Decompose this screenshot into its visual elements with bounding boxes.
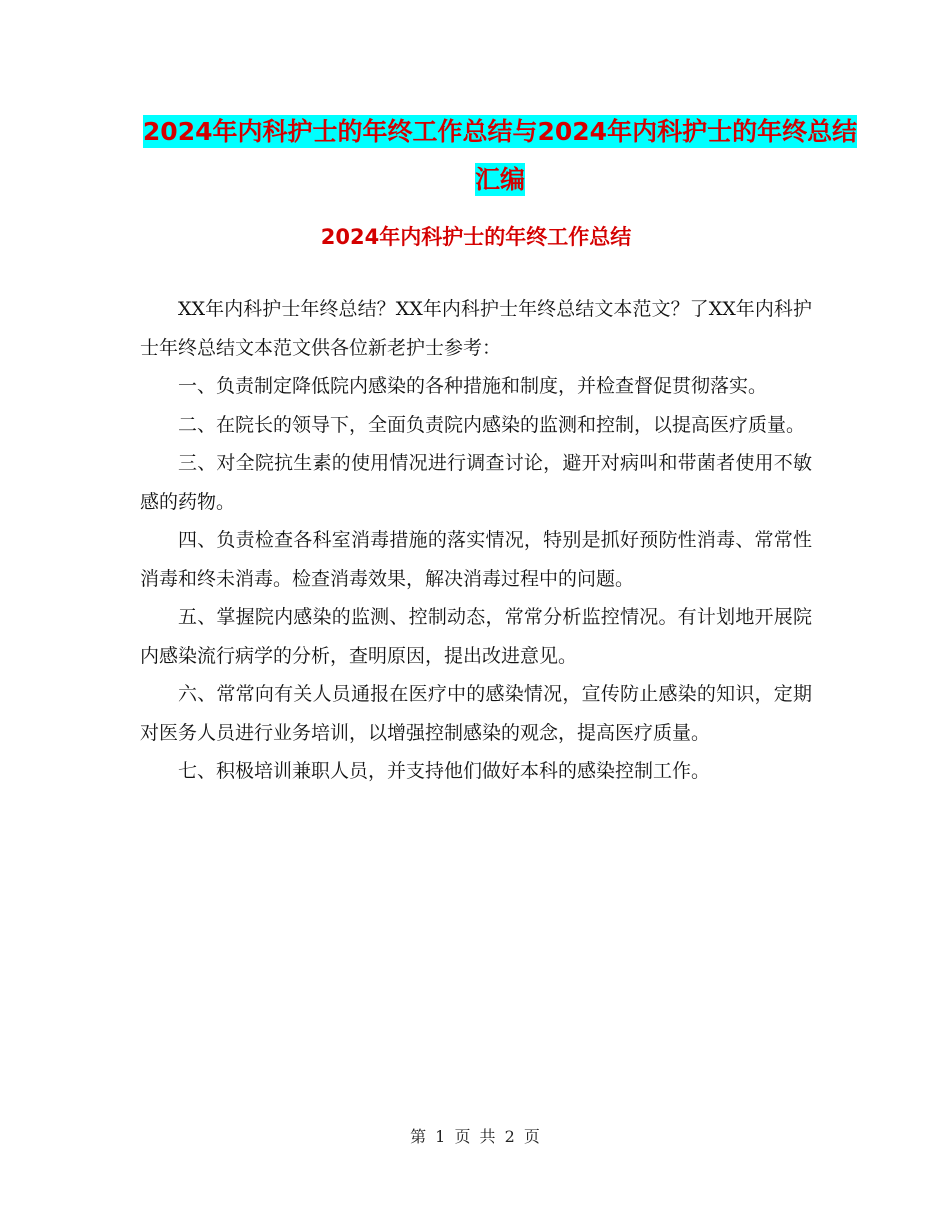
paragraph-item-3: 三、对全院抗生素的使用情况进行调查讨论，避开对病叫和带菌者使用不敏感的药物。: [140, 452, 812, 513]
paragraph-item-4: 四、负责检查各科室消毒措施的落实情况，特别是抓好预防性消毒、常常性消毒和终未消毒。检查消毒效果，解决消毒过程中的问题。: [140, 529, 812, 590]
section-title: 2024年内科护士的年终工作总结: [320, 225, 632, 249]
paragraph-item-6: 六、常常向有关人员通报在医疗中的感染情况，宣传防止感染的知识，定期对医务人员进行业务培训，以增强控制感染的观念，提高医疗质量。: [140, 683, 812, 744]
paragraph-item-7: 七、积极培训兼职人员，并支持他们做好本科的感染控制工作。: [178, 760, 711, 782]
body-text: [140, 290, 812, 791]
page-footer: 第 1 页 共 2 页: [410, 1127, 540, 1146]
paragraph-intro: XX年内科护士年终总结？XX年内科护士年终总结文本范文？了XX年内科护士年终总结文本范文供各位新老护士参考：: [140, 298, 812, 359]
paragraph-item-5: 五、掌握院内感染的监测、控制动态，常常分析监控情况。有计划地开展院内感染流行病学的分析，查明原因，提出改进意见。: [140, 606, 812, 667]
document-title: [140, 108, 860, 204]
document-title-text: 2024年内科护士的年终工作总结与2024年内科护士的年终总结汇编: [142, 117, 858, 194]
paragraph-item-1: 一、负责制定降低院内感染的各种措施和制度，并检查督促贯彻落实。: [178, 375, 768, 397]
paragraph-item-2: 二、在院长的领导下，全面负责院内感染的监测和控制，以提高医疗质量。: [178, 413, 806, 436]
